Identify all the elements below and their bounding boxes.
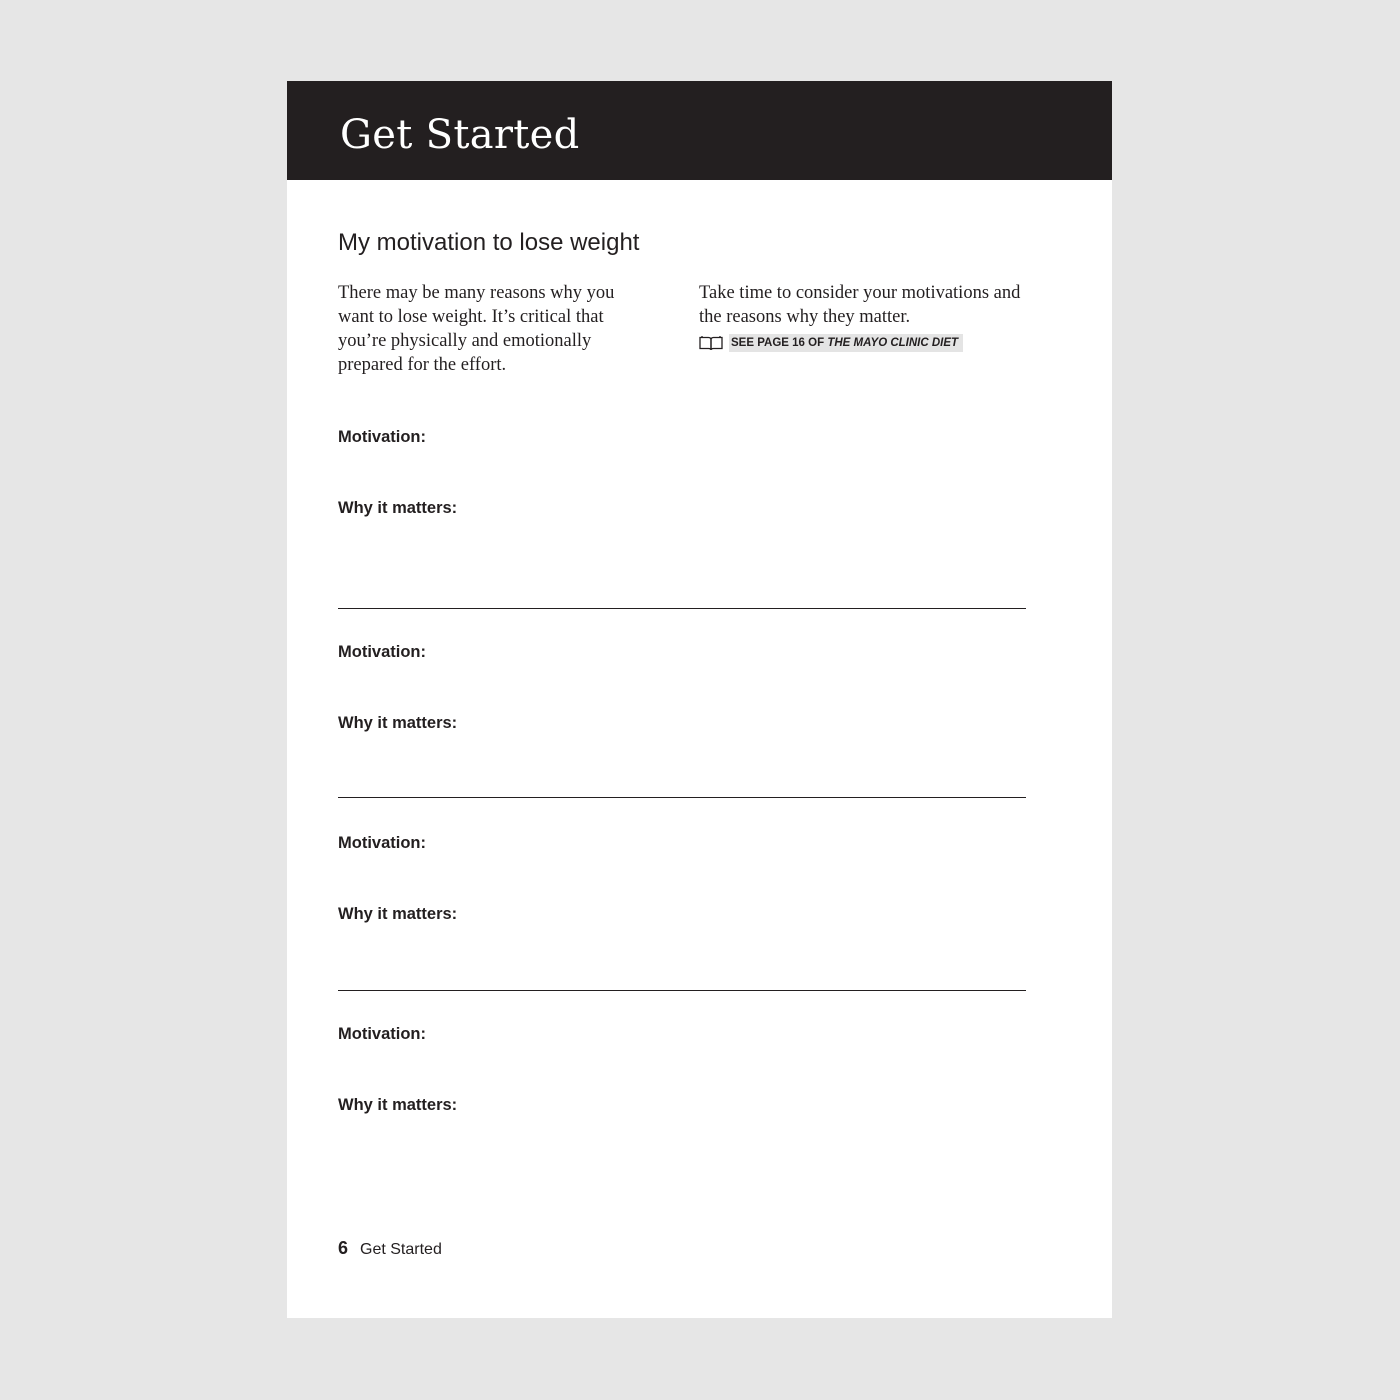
why-it-matters-label: Why it matters:: [338, 1096, 458, 1114]
divider-line: [338, 990, 1026, 991]
motivation-label: Motivation:: [338, 834, 426, 852]
intro-text-left: There may be many reasons why you want to lose weight. It’s critical that you’re physically and emotionally prepared for the effort.: [338, 283, 615, 375]
motivation-label: Motivation:: [338, 643, 426, 661]
book-icon: [699, 335, 723, 351]
motivation-label: Motivation:: [338, 1025, 426, 1043]
page-number: 6: [338, 1238, 349, 1258]
why-it-matters-label: Why it matters:: [338, 714, 458, 732]
divider-line: [338, 608, 1026, 609]
reference-label: [729, 334, 963, 352]
intro-text-right: Take time to consider your motivations and the reasons why they matter.: [699, 283, 1021, 327]
header-banner: [287, 81, 1112, 180]
motivation-label: Motivation:: [338, 428, 426, 446]
worksheet-page: [287, 81, 1112, 1318]
book-reference: [699, 333, 963, 352]
divider-line: [338, 797, 1026, 798]
section-title: My motivation to lose weight: [338, 229, 640, 256]
footer-section-name: Get Started: [360, 1241, 442, 1258]
page-footer: [338, 1238, 442, 1259]
why-it-matters-label: Why it matters:: [338, 499, 458, 517]
reference-book-title: THE MAYO CLINIC DIET: [827, 336, 959, 349]
page-title: Get Started: [340, 112, 580, 158]
reference-prefix: SEE PAGE 16 OF: [731, 336, 825, 349]
why-it-matters-label: Why it matters:: [338, 905, 458, 923]
